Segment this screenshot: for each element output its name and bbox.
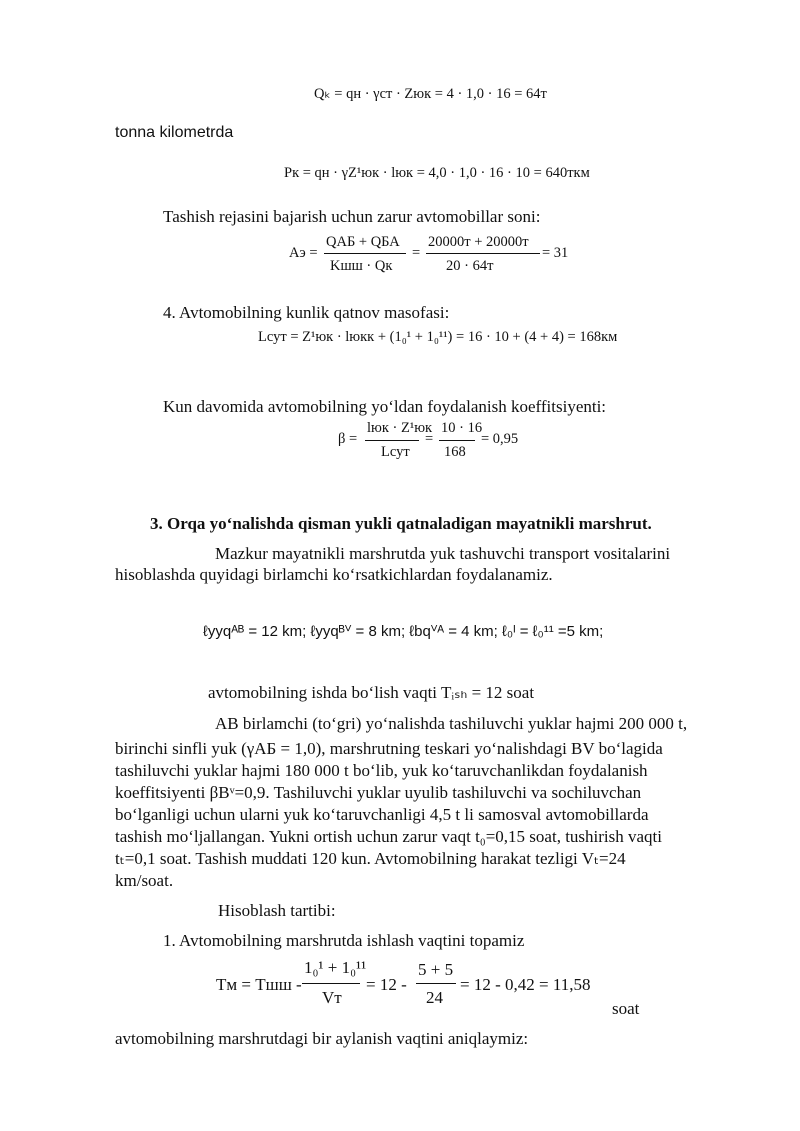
text-work-time: avtomobilning ishda bo‘lish vaqti Tᵢₛₕ = 12 soat <box>208 683 535 702</box>
eq-a-result: = 31 <box>542 245 569 261</box>
eq-tm-result: = 12 - 0,42 = 11,58 <box>460 975 591 994</box>
eq-tm-fraction-line-2 <box>416 983 456 984</box>
eq-beta-eq: = <box>425 431 434 447</box>
paragraph-line: km/soat. <box>115 871 174 890</box>
section-heading-3: 3. Orqa yo‘nalishda qisman yukli qatnaladigan mayatnikli marshrut. <box>150 514 652 533</box>
paragraph-line: tashiluvchi yuklar hajmi 180 000 t bo‘lib, yuk ko‘taruvchanlikdan foydalanish <box>115 761 648 780</box>
eq-tm-den1: Vт <box>322 988 342 1007</box>
equation-cargo-volume: Qₖ = qн · γст · Zюк = 4 · 1,0 · 16 = 64т <box>314 86 547 102</box>
eq-tm-fraction-line-1 <box>302 983 360 984</box>
eq-beta-fraction-line-2 <box>439 440 475 441</box>
eq-a-eq: = <box>412 245 421 261</box>
eq-tm-mid: = 12 - <box>366 975 407 994</box>
paragraph-line: AB birlamchi (to‘gri) yo‘nalishda tashiluvchi yuklar hajmi 200 000 t, <box>215 714 688 733</box>
eq-a-den2: 20 · 64т <box>446 258 494 274</box>
paragraph-line: tashish mo‘ljallangan. Yukni ortish uchun zarur vaqt t₀=0,15 soat, tushirish vaqti <box>115 827 662 846</box>
text-road-use-coefficient: Kun davomida avtomobilning yo‘ldan foydalanish koeffitsiyenti: <box>163 397 607 416</box>
eq-a-num1: QАБ + QБА <box>326 234 400 250</box>
eq-tm-num1: 1₀¹ + 1₀¹¹ <box>304 958 367 977</box>
eq-beta-num1: lюк · Z¹юк <box>367 420 433 436</box>
eq-a-lhs: Aэ = <box>289 245 318 261</box>
eq-beta-result: = 0,95 <box>481 431 519 447</box>
text-revolution-time: avtomobilning marshrutdagi bir aylanish vaqtini aniqlaymiz: <box>115 1029 529 1048</box>
paragraph-line: bo‘lganligi uchun ularni yuk ko‘taruvchanligi 4,5 t li samosval avtomobillarda <box>115 805 649 824</box>
eq-beta-lhs: β = <box>338 431 358 447</box>
eq-tm-lhs: Tм = Tшш - <box>216 975 302 994</box>
paragraph-intro-line-2: hisoblashda quyidagi birlamchi ko‘rsatkichlardan foydalanamiz. <box>115 565 553 584</box>
paragraph-line: tₜ=0,1 soat. Tashish muddati 120 kun. Avtomobilning harakat tezligi Vₜ=24 <box>115 849 626 868</box>
unit-soat: soat <box>612 999 640 1018</box>
text-calculation-order: Hisoblash tartibi: <box>218 901 336 920</box>
eq-tm-den2: 24 <box>426 988 443 1007</box>
paragraph-intro-line-1: Mazkur mayatnikli marshrutda yuk tashuvchi transport vositalarini <box>215 544 671 563</box>
paragraph-line: koeffitsiyenti βΒᵛ=0,9. Tashiluvchi yuklar uyulib tashiluvchi va sochiluvchan <box>115 783 642 802</box>
eq-beta-den1: Lсут <box>381 444 410 460</box>
text-daily-distance: 4. Avtomobilning kunlik qatnov masofasi: <box>163 303 450 322</box>
eq-a-num2: 20000т + 20000т <box>428 234 529 250</box>
label-tonna-kilometrda: tonna kilometrda <box>115 124 234 141</box>
eq-beta-fraction-line-1 <box>365 440 419 441</box>
distance-parameters: ℓууqᴬᴮ = 12 km; ℓууqᴮⱽ = 8 km; ℓbqⱽᴬ = 4 km; ℓ₀ᴵ = ℓ₀¹¹ =5 km; <box>203 623 604 640</box>
equation-daily-mileage: Lсут = Z¹юк · lюкк + (1₀¹ + 1₀¹¹) = 16 · 10 + (4 + 4) = 168км <box>258 329 618 345</box>
eq-a-fraction-line-2 <box>426 253 540 254</box>
equation-freight-turnover: Pк = qн · γZ¹юк · lюк = 4,0 · 1,0 · 16 · 10 = 640ткм <box>284 165 590 181</box>
eq-a-fraction-line-1 <box>324 253 406 254</box>
text-step-1: 1. Avtomobilning marshrutda ishlash vaqtini topamiz <box>163 931 525 950</box>
eq-a-den1: Kшш · Qк <box>330 258 393 274</box>
eq-beta-den2: 168 <box>444 444 466 460</box>
eq-tm-num2: 5 + 5 <box>418 960 454 979</box>
eq-beta-num2: 10 · 16 <box>441 420 483 436</box>
text-vehicles-needed: Tashish rejasini bajarish uchun zarur avtomobillar soni: <box>163 207 541 226</box>
paragraph-line: birinchi sinfli yuk (γАБ = 1,0), marshrutning teskari yo‘nalishdagi BV bo‘lagida <box>115 739 663 758</box>
